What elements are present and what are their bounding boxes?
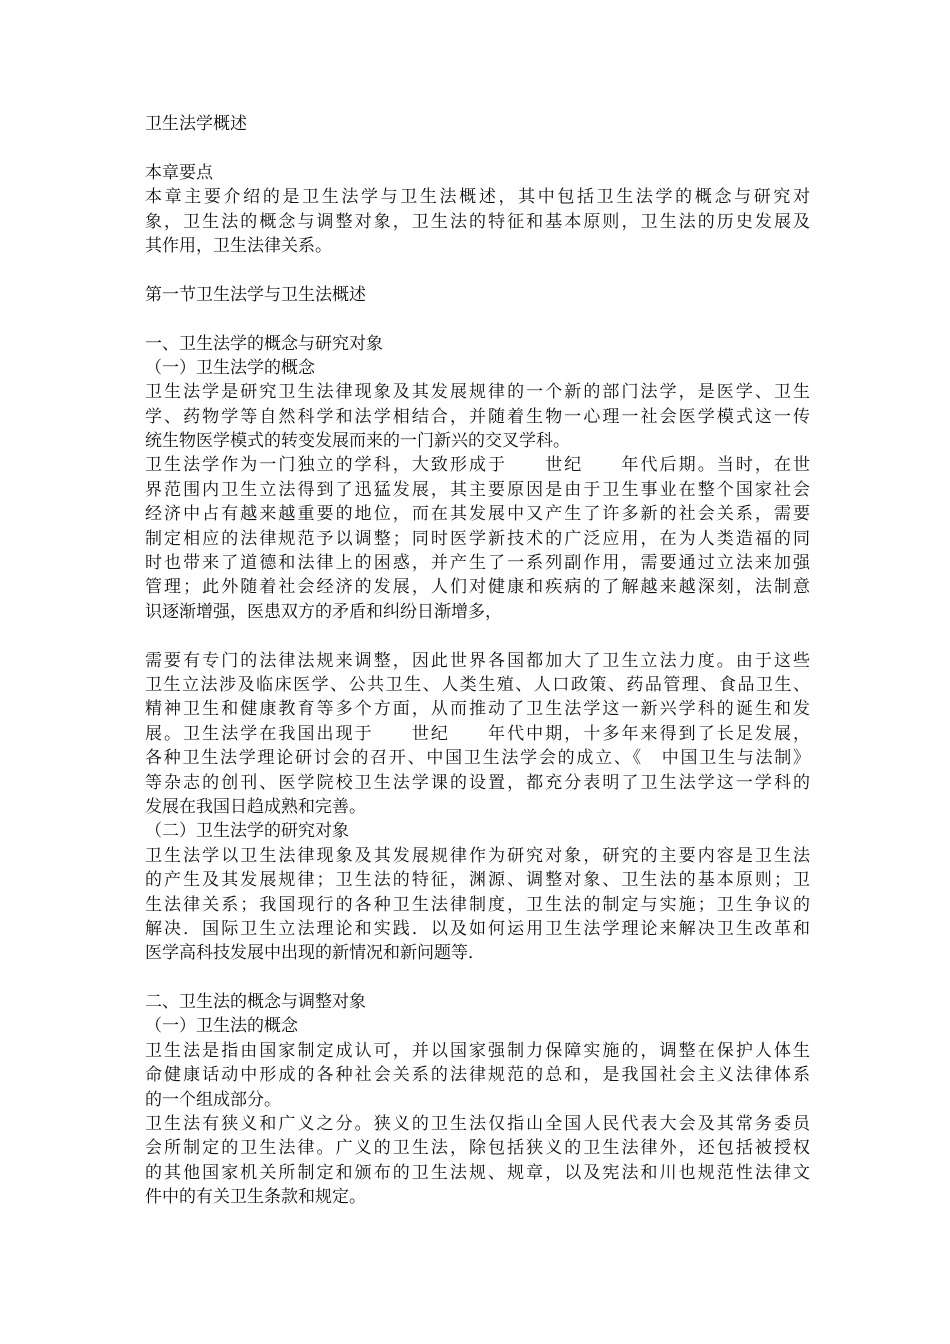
paragraph-line: 时也带来了道德和法律上的困惑，并产生了一系列副作用，需要通过立法来加强 — [145, 553, 810, 574]
paragraph-line: 本章主要介绍的是卫生法学与卫生法概述，其中包括卫生法学的概念与研究对 — [145, 187, 810, 208]
paragraph-line: 医学高科技发展中出现的新情况和新问题等． — [145, 943, 485, 964]
paragraph-line: 卫生法学以卫生法律现象及其发展规律作为研究对象，研究的主要内容是卫生法 — [145, 845, 810, 866]
paragraph-line: 件中的有关卫生条款和规定。 — [145, 1187, 366, 1208]
paragraph-line: 卫生立法涉及临床医学、公共卫生、人类生殖、人口政策、药品管理、食品卫生、 — [145, 674, 810, 695]
paragraph-line: 卫生法学作为一门独立的学科，大致形成于 世纪 年代后期。当时，在世 — [145, 455, 810, 476]
paragraph-line: 命健康话动中形成的各种社会关系的法律规范的总和，是我国社会主义法律体系 — [145, 1065, 810, 1086]
paragraph-line: 卫生法是指由国家制定成认可，并以国家强制力保障实施的，调整在保护人体生 — [145, 1040, 810, 1061]
paragraph-line: 的产生及其发展规律；卫生法的特征，渊源、调整对象、卫生法的基本原则；卫 — [145, 870, 810, 891]
paragraph-line: 卫生法有狭义和广义之分。狭义的卫生法仅指山全国人民代表大会及其常务委员 — [145, 1114, 810, 1135]
paragraph-line: 卫生法学是研究卫生法律现象及其发展规律的一个新的部门法学，是医学、卫生 — [145, 382, 810, 403]
spacer — [145, 307, 810, 331]
paragraph-line: 学、药物学等自然科学和法学相结合，并随着生物一心理一社会医学模式这一传 — [145, 406, 810, 427]
document-title: 卫生法学概述 — [145, 114, 247, 134]
paragraph-line: 制定相应的法律规范予以调整；同时医学新技术的广泛应用，在为人类造福的同 — [145, 528, 810, 549]
spacer — [145, 136, 810, 160]
part-heading: （一）卫生法的概念 — [145, 1016, 298, 1037]
paragraph-line: 解决．国际卫生立法理论和实践．以及如何运用卫生法学理论来解决卫生改革和 — [145, 918, 810, 939]
paragraph-line: 统生物医学模式的转变发展而来的一门新兴的交叉学科。 — [145, 431, 570, 452]
paragraph-line: 经济中占有越来越重要的地位，而在其发展中又产生了许多新的社会关系，需要 — [145, 504, 810, 525]
part-heading: （二）卫生法学的研究对象 — [145, 821, 349, 842]
chapter-points-heading: 本章要点 — [145, 162, 213, 183]
paragraph-line: 识逐渐增强，医患双方的矛盾和纠纷日渐增多， — [145, 601, 502, 622]
paragraph-line: 其作用，卫生法律关系。 — [145, 235, 332, 256]
section-heading: 第一节卫生法学与卫生法概述 — [145, 284, 366, 305]
paragraph-line: 等杂志的创刊、医学院校卫生法学课的设置，都充分表明了卫生法学这一学科的 — [145, 772, 810, 793]
spacer — [145, 624, 810, 648]
paragraph-line: 象，卫生法的概念与调整对象，卫生法的特征和基本原则，卫生法的历史发展及 — [145, 211, 810, 232]
spacer — [145, 258, 810, 282]
document-page — [145, 112, 810, 1210]
paragraph-line: 发展在我国日趋成熟和完善。 — [145, 796, 366, 817]
subsection-heading: 一、卫生法学的概念与研究对象 — [145, 333, 383, 354]
paragraph-line: 精神卫生和健康教育等多个方面，从而推动了卫生法学这一新兴学科的诞生和发 — [145, 699, 810, 720]
spacer — [145, 966, 810, 990]
paragraph-line: 的其他国家机关所制定和颁布的卫生法规、规章，以及宪法和川也规范性法律文 — [145, 1162, 810, 1183]
paragraph-line: 会所制定的卫生法律。广义的卫生法，除包括狭义的卫生法律外，还包括被授权 — [145, 1138, 810, 1159]
paragraph-line: 需要有专门的法律法规来调整，因此世界各国都加大了卫生立法力度。由于这些 — [145, 650, 810, 671]
paragraph-line: 的一个组成部分。 — [145, 1089, 281, 1110]
paragraph-line: 各种卫生法学理论研讨会的召开、中国卫生法学会的成立、《 中国卫生与法制》 — [145, 748, 810, 769]
paragraph-line: 展。卫生法学在我国出现于 世纪 年代中期，十多年来得到了长足发展， — [145, 723, 810, 744]
paragraph-line: 生法律关系；我国现行的各种卫生法律制度，卫生法的制定与实施；卫生争议的 — [145, 894, 810, 915]
paragraph-line: 管理；此外随着社会经济的发展，人们对健康和疾病的了解越来越深刻，法制意 — [145, 577, 810, 598]
part-heading: （一）卫生法学的概念 — [145, 357, 315, 378]
paragraph-line: 界范围内卫生立法得到了迅猛发展，其主要原因是由于卫生事业在整个国家社会 — [145, 479, 810, 500]
subsection-heading: 二、卫生法的概念与调整对象 — [145, 992, 366, 1013]
